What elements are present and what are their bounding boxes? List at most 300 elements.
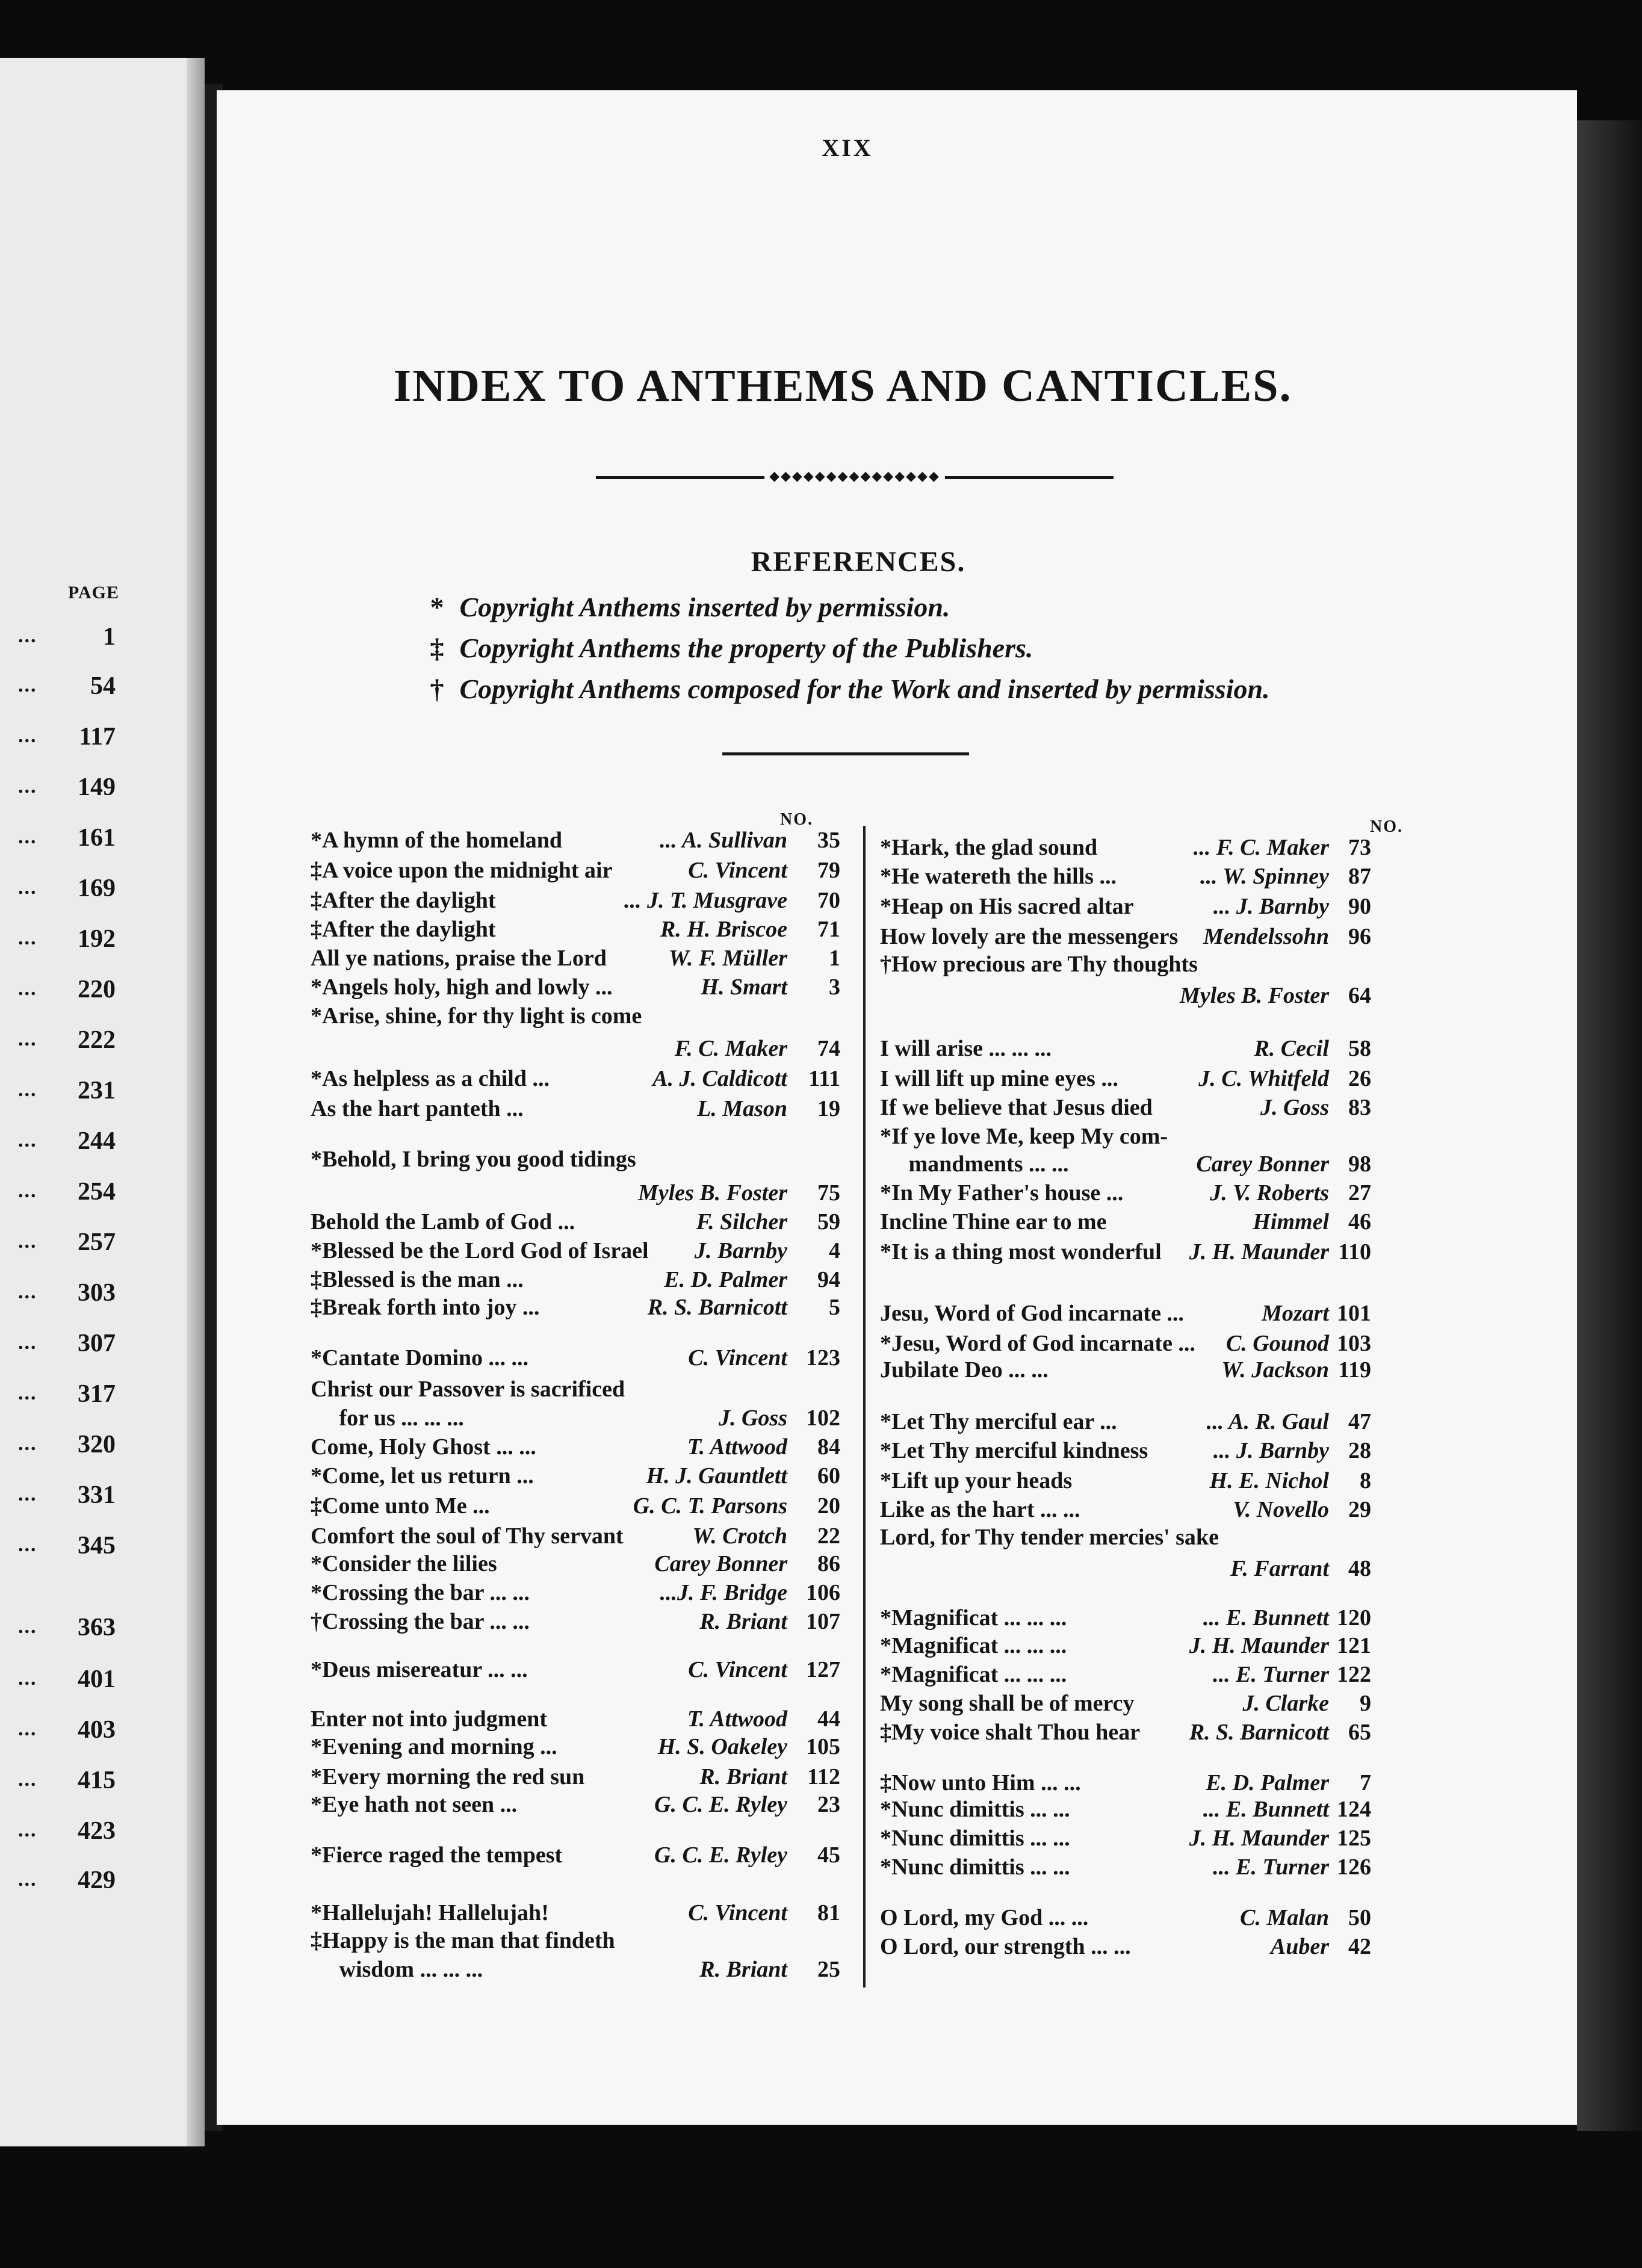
left-page-row [18,770,120,809]
entry-number: 90 [1348,894,1371,919]
entry-number: 126 [1337,1854,1371,1880]
entry-composer: R. Briant [699,1609,787,1634]
left-page-page-number: 307 [78,1330,116,1357]
entry-title: *In My Father's house ... [880,1180,1124,1206]
entry-composer: R. S. Barnicott [647,1295,787,1320]
entry-composer: ...J. F. Bridge [660,1580,787,1605]
entry-number: 19 [817,1096,840,1121]
entry-title: ‡Break forth into joy ... [311,1295,540,1320]
index-entry [311,1956,840,1985]
entry-composer: C. Vincent [688,1345,787,1371]
entry-composer: H. E. Nichol [1209,1468,1329,1493]
left-column-no-header: NO. [780,810,813,829]
entry-title: *Come, let us return ... [311,1463,534,1489]
index-entry [880,1933,1371,1962]
entry-title: *Arise, shine, for thy light is come [311,1003,642,1029]
entry-title: Incline Thine ear to me [880,1209,1107,1235]
entry-title: Jubilate Deo ... ... [880,1357,1049,1383]
entry-composer: R. Cecil [1254,1036,1329,1061]
left-page-leader-dots: ... [18,625,37,647]
entry-number: 83 [1348,1095,1371,1120]
entry-composer: Carey Bonner [1196,1151,1329,1177]
entry-title: I will lift up mine eyes ... [880,1066,1118,1091]
entry-title: *A hymn of the homeland [311,828,563,853]
index-entry [880,951,1371,980]
index-entry [311,1376,840,1405]
entry-number: 25 [817,1957,840,1982]
left-page-page-number: 192 [78,925,116,953]
left-page-leader-dots: ... [18,1768,37,1791]
entry-composer: ... W. Spinney [1200,864,1329,889]
entry-composer: H. J. Gauntlett [646,1463,787,1489]
entry-title: *Angels holy, high and lowly ... [311,974,613,1000]
reference-line-3 [421,673,1384,709]
entry-composer: ... E. Turner [1213,1854,1329,1880]
index-entry [311,1734,840,1762]
left-page-row [18,620,120,658]
entry-composer: L. Mason [697,1096,787,1121]
index-entry [880,1719,1371,1748]
index-entry [880,1357,1371,1386]
index-entry [311,1146,840,1175]
index-entry [311,1656,840,1685]
entry-title: My song shall be of mercy [880,1691,1135,1716]
left-page-row [18,1276,120,1315]
entry-title: Comfort the soul of Thy servant [311,1523,624,1549]
entry-title: *Cantate Domino ... ... [311,1345,529,1371]
entry-title: wisdom ... ... ... [311,1957,483,1982]
left-page-leader-dots: ... [18,725,37,747]
left-page-leader-dots: ... [18,1483,37,1505]
left-page-row [18,973,120,1011]
index-entry [880,1209,1371,1238]
entry-composer: A. J. Caldicott [652,1066,787,1091]
index-entry [880,1467,1371,1496]
left-page-leader-dots: ... [18,1819,37,1841]
entry-title: I will arise ... ... ... [880,1036,1052,1061]
entry-number: 3 [829,974,840,1000]
reference-symbol: * [430,592,444,622]
index-entry [311,1493,840,1522]
entry-title: *Hark, the glad sound [880,835,1098,860]
entry-number: 71 [817,917,840,942]
entry-number: 81 [817,1900,840,1926]
index-entry [880,1854,1371,1883]
entry-title: *As helpless as a child ... [311,1066,550,1091]
entry-number: 87 [1348,864,1371,889]
left-page-row [18,1377,120,1416]
reference-text: Copyright Anthems inserted by permission. [459,592,950,622]
entry-number: 1 [829,946,840,971]
left-page-leader-dots: ... [18,1382,37,1404]
entry-number: 111 [808,1066,840,1091]
index-entry [880,1035,1371,1064]
entry-title: mandments ... ... [880,1151,1069,1177]
entry-number: 29 [1348,1497,1371,1522]
entry-title: *Nunc dimittis ... ... [880,1797,1070,1822]
references-heading: REFERENCES. [751,546,966,578]
entry-number: 110 [1338,1239,1371,1265]
left-page-page-number: 244 [78,1127,116,1155]
index-entry [880,1151,1371,1180]
ornament-diamonds: ◆◆◆◆◆◆◆◆◆◆◆◆◆◆◆ [769,468,940,483]
index-entry [311,1266,840,1295]
entry-title: *Deus misereatur ... ... [311,1657,528,1682]
reference-symbol: † [430,674,444,704]
entry-number: 121 [1337,1633,1371,1658]
entry-title: *He watereth the hills ... [880,864,1117,889]
entry-composer: J. C. Whitfeld [1198,1066,1329,1091]
entry-title: *Every morning the red sun [311,1764,585,1789]
index-entry [311,1927,840,1956]
entry-composer: J. H. Maunder [1189,1239,1329,1265]
left-page-page-number: 401 [78,1665,116,1693]
entry-number: 48 [1348,1556,1371,1581]
reference-line-2 [421,632,1384,668]
left-page-row [18,821,120,860]
index-entry [311,1095,840,1124]
left-page-row [18,1662,120,1701]
left-page-leader-dots: ... [18,826,37,848]
entry-composer: Mozart [1262,1301,1329,1326]
index-entry [311,1345,840,1374]
index-entry [311,1463,840,1492]
entry-title: O Lord, my God ... ... [880,1905,1089,1930]
entry-number: 122 [1337,1662,1371,1687]
entry-title: *Let Thy merciful ear ... [880,1409,1117,1434]
left-page-page-number: 320 [78,1431,116,1458]
left-page-page-number: 149 [78,773,116,801]
left-page-row [18,1225,120,1264]
left-page-row [18,1611,120,1649]
entry-composer: J. Goss [718,1405,787,1431]
entry-title: *Magnificat ... ... ... [880,1605,1067,1631]
entry-number: 23 [817,1792,840,1817]
index-entry [880,1605,1371,1634]
index-entry [311,1238,840,1266]
entry-number: 70 [817,888,840,913]
entry-number: 9 [1360,1691,1371,1716]
entry-composer: R. S. Barnicott [1189,1720,1329,1745]
entry-composer: C. Malan [1240,1905,1329,1930]
entry-composer: J. H. Maunder [1189,1633,1329,1658]
entry-composer: W. F. Müller [668,946,787,971]
entry-composer: ... A. R. Gaul [1206,1409,1329,1434]
entry-number: 47 [1348,1409,1371,1434]
index-entry [880,1825,1371,1854]
left-page-page-number: 220 [78,976,116,1003]
entry-composer: C. Vincent [688,1900,787,1926]
column-divider [863,826,866,1988]
entry-title: *Eye hath not seen ... [311,1792,518,1817]
index-entry [311,857,840,886]
left-page-page-number: 363 [78,1614,116,1641]
index-entry [311,827,840,856]
entry-number: 28 [1348,1438,1371,1463]
entry-number: 22 [817,1523,840,1549]
entry-number: 120 [1337,1605,1371,1631]
entry-title: ‡After the daylight [311,917,496,942]
left-page-page-number: 423 [78,1817,116,1845]
entry-number: 8 [1360,1468,1371,1493]
left-page-row [18,720,120,758]
left-page-page-number: 415 [78,1767,116,1794]
entry-title: †How precious are Thy thoughts [880,952,1198,977]
left-page-row [18,1175,120,1213]
entry-composer: H. Smart [701,974,787,1000]
entry-title: Come, Holy Ghost ... ... [311,1434,536,1460]
entry-title: *Nunc dimittis ... ... [880,1854,1070,1880]
entry-composer: ... E. Bunnett [1203,1605,1329,1631]
entry-title: †Crossing the bar ... ... [311,1609,530,1634]
left-page-row [18,872,120,910]
entry-title: *Evening and morning ... [311,1734,557,1759]
entry-composer: H. S. Oakeley [657,1734,787,1759]
left-page-leader-dots: ... [18,1281,37,1303]
index-entry [311,1551,840,1579]
entry-title: Like as the hart ... ... [880,1497,1080,1522]
entry-composer: J. Clarke [1242,1691,1329,1716]
left-page-leader-dots: ... [18,1433,37,1455]
entry-title: ‡Blessed is the man ... [311,1267,524,1292]
entry-composer: Auber [1270,1934,1329,1959]
index-entry [311,1706,840,1735]
entry-composer: G. C. T. Parsons [633,1493,787,1519]
left-page-row [18,1428,120,1466]
reference-text: Copyright Anthems the property of the Publishers. [459,633,1033,663]
left-page-page-number: 303 [78,1279,116,1307]
entry-number: 50 [1348,1905,1371,1930]
index-entry [311,1764,840,1792]
entry-number: 123 [806,1345,840,1371]
entry-composer: E. D. Palmer [664,1267,787,1292]
entry-title: *Crossing the bar ... ... [311,1580,530,1605]
index-entry [880,1690,1371,1719]
entry-title: *Behold, I bring you good tidings [311,1147,636,1172]
entry-composer: R. H. Briscoe [660,917,787,942]
entry-title: *Lift up your heads [880,1468,1073,1493]
entry-title: *Let Thy merciful kindness [880,1438,1148,1463]
left-page-page-number: 317 [78,1380,116,1408]
index-entry [311,1791,840,1820]
left-page-row [18,669,120,708]
entry-composer: V. Novello [1233,1497,1329,1522]
reference-line-1 [421,591,1384,627]
entry-title: for us ... ... ... [311,1405,464,1431]
entry-composer: ... J. T. Musgrave [624,888,787,913]
index-entry [880,1408,1371,1437]
entry-number: 20 [817,1493,840,1519]
entry-composer: T. Attwood [687,1706,787,1732]
entry-composer: J. Goss [1260,1095,1329,1120]
index-entry [880,1524,1371,1553]
entry-title: As the hart panteth ... [311,1096,524,1121]
page-folio: XIX [822,134,873,161]
left-page-leader-dots: ... [18,978,37,1000]
entry-number: 105 [806,1734,840,1759]
entry-title: *Magnificat ... ... ... [880,1633,1067,1658]
entry-composer: Himmel [1253,1209,1329,1235]
index-entry [880,1300,1371,1329]
left-page-leader-dots: ... [18,1230,37,1253]
entry-title: ‡Now unto Him ... ... [880,1770,1081,1796]
entry-number: 106 [806,1580,840,1605]
left-page-row [18,922,120,961]
index-entry [880,982,1371,1011]
left-page-leader-dots: ... [18,1718,37,1740]
entry-number: 59 [817,1209,840,1235]
index-entry [880,1496,1371,1525]
index-entry [880,1239,1371,1268]
ornament-bar-right [945,476,1114,479]
entry-number: 112 [807,1764,840,1789]
index-entry [880,1796,1371,1825]
entry-composer: G. C. E. Ryley [654,1842,787,1868]
entry-composer: ... A. Sullivan [660,828,787,853]
entry-number: 64 [1348,983,1371,1008]
index-entry [880,893,1371,922]
left-page-page-number: 403 [78,1716,116,1744]
entry-composer: F. Silcher [696,1209,787,1235]
left-page-leader-dots: ... [18,674,37,696]
reference-text: Copyright Anthems composed for the Work and inserted by permission. [459,674,1270,704]
page-title: INDEX TO ANTHEMS AND CANTICLES. [393,361,1292,411]
section-rule [722,752,969,755]
entry-composer: Carey Bonner [654,1551,787,1576]
left-page-page-number: 254 [78,1178,116,1206]
index-entry [311,1405,840,1434]
left-page-page-number: 257 [78,1228,116,1256]
entry-number: 35 [817,828,840,853]
left-page-page-number: 345 [78,1532,116,1560]
entry-number: 127 [806,1657,840,1682]
index-entry [880,1632,1371,1661]
entry-composer: R. Briant [699,1764,787,1789]
index-entry [880,1661,1371,1690]
index-entry [311,1035,840,1064]
left-page-row [18,1764,120,1802]
entry-number: 44 [817,1706,840,1732]
entry-composer: Myles B. Foster [637,1180,787,1206]
right-column-no-header: NO. [1370,817,1403,836]
left-page-page-number: 231 [78,1077,116,1105]
entry-title: *If ye love Me, keep My com- [880,1124,1168,1149]
entry-composer: R. Briant [699,1957,787,1982]
entry-composer: E. D. Palmer [1206,1770,1329,1796]
index-entry [311,1842,840,1871]
entry-number: 119 [1338,1357,1371,1383]
entry-title: *Hallelujah! Hallelujah! [311,1900,549,1926]
index-entry [880,1123,1371,1152]
index-entry [311,1434,840,1463]
left-page-row [18,1529,120,1567]
entry-number: 103 [1337,1331,1371,1356]
index-entry [880,923,1371,952]
entry-composer: W. Jackson [1221,1357,1329,1383]
entry-title: All ye nations, praise the Lord [311,946,607,971]
entry-title: If we believe that Jesus died [880,1095,1153,1120]
reference-symbol: ‡ [430,633,444,663]
left-page-page-number: 161 [78,824,116,852]
left-page-row [18,1478,120,1517]
entry-title: *Magnificat ... ... ... [880,1662,1067,1687]
entry-composer: C. Vincent [688,1657,787,1682]
entry-title: *Consider the lilies [311,1551,497,1576]
index-entry [311,1608,840,1637]
entry-composer: Mendelssohn [1203,924,1329,949]
entry-composer: ... F. C. Maker [1193,835,1329,860]
index-entry [311,916,840,945]
entry-number: 102 [806,1405,840,1431]
index-entry [880,1437,1371,1466]
index-entry [880,1094,1371,1123]
entry-title: How lovely are the messengers [880,924,1179,949]
entry-title: ‡Come unto Me ... [311,1493,490,1519]
index-entry [880,863,1371,892]
entry-number: 98 [1348,1151,1371,1177]
book-edge [1577,120,1642,2131]
left-page-leader-dots: ... [18,1868,37,1891]
index-entry [880,834,1371,863]
title-ornament-rule [596,468,1114,483]
entry-number: 46 [1348,1209,1371,1235]
entry-composer: ... E. Bunnett [1203,1797,1329,1822]
left-page-leader-dots: ... [18,1331,37,1354]
entry-composer: ... E. Turner [1213,1662,1329,1687]
entry-composer: J. V. Roberts [1210,1180,1329,1206]
entry-title: *Jesu, Word of God incarnate ... [880,1331,1195,1356]
index-entry [880,1180,1371,1209]
entry-title: *Fierce raged the tempest [311,1842,563,1868]
index-entry [311,945,840,974]
entry-composer: F. Farrant [1230,1556,1329,1581]
left-page-page-number: 117 [79,723,116,751]
entry-number: 4 [829,1238,840,1263]
left-page-leader-dots: ... [18,927,37,949]
entry-number: 74 [817,1036,840,1061]
left-page-row [18,1327,120,1365]
left-page-row [18,1124,120,1163]
entry-title: *It is a thing most wonderful [880,1239,1162,1265]
entry-composer: T. Attwood [687,1434,787,1460]
entry-number: 94 [817,1267,840,1292]
entry-number: 125 [1337,1826,1371,1851]
left-page-leader-dots: ... [18,1129,37,1151]
left-page-leader-dots: ... [18,1534,37,1556]
entry-title: ‡A voice upon the midnight air [311,858,613,883]
left-page-leader-dots: ... [18,775,37,798]
entry-title: *Nunc dimittis ... ... [880,1826,1070,1851]
left-page-page-number: 1 [103,623,116,651]
index-entry [880,1904,1371,1933]
ornament-bar-left [596,476,764,479]
entry-title: ‡Happy is the man that findeth [311,1928,615,1953]
index-entry [311,1209,840,1238]
left-page-leader-dots: ... [18,1616,37,1638]
entry-title: *Heap on His sacred altar [880,894,1134,919]
entry-number: 7 [1360,1770,1371,1796]
entry-composer: C. Gounod [1225,1331,1329,1356]
entry-composer: J. H. Maunder [1189,1826,1329,1851]
entry-number: 73 [1348,835,1371,860]
entry-composer: J. Barnby [694,1238,787,1263]
left-page-leader-dots: ... [18,1667,37,1690]
index-entry [311,1065,840,1094]
entry-title: Christ our Passover is sacrificed [311,1377,625,1402]
left-page-leader-dots: ... [18,1028,37,1050]
left-page-leader-dots: ... [18,1079,37,1101]
entry-composer: G. C. E. Ryley [654,1792,787,1817]
